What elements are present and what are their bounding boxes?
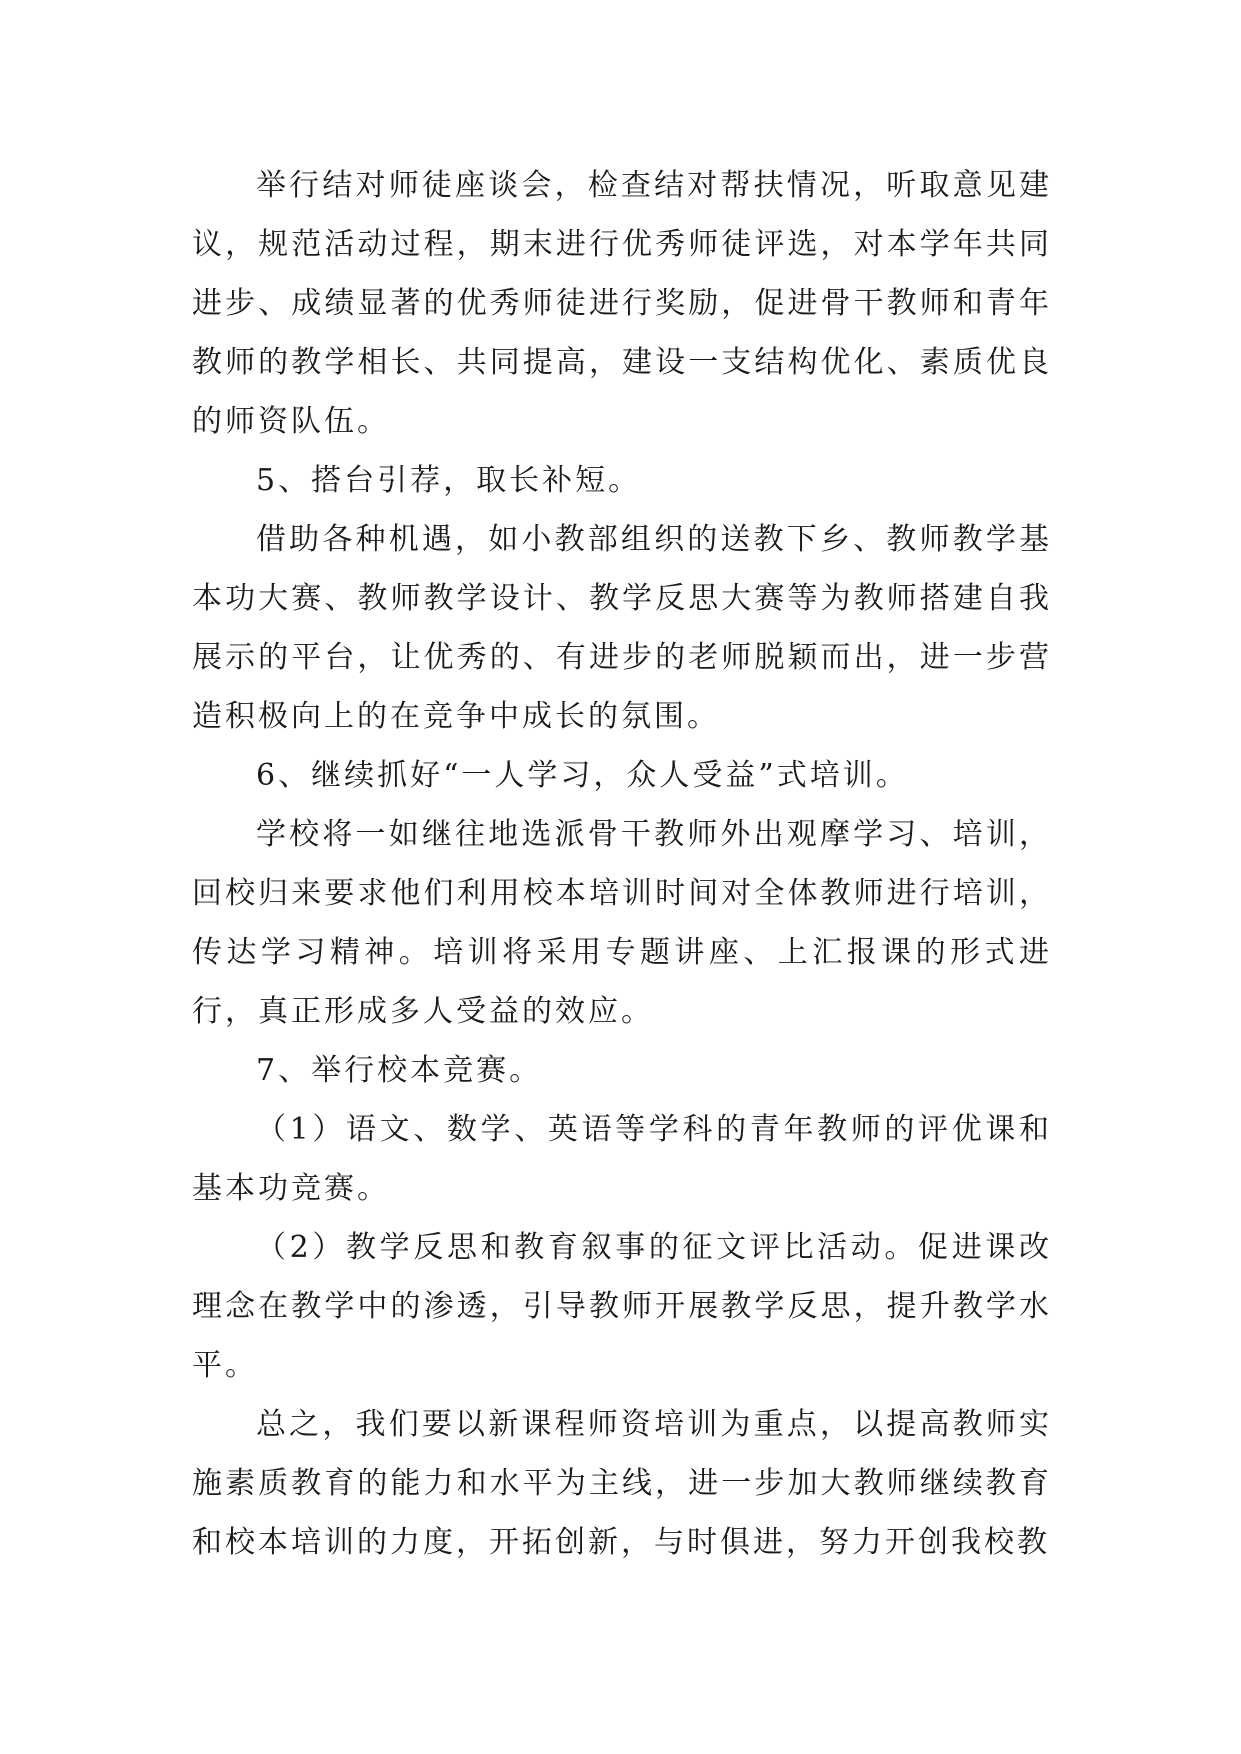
heading-item-7: 7、举行校本竞赛。 (256, 1053, 543, 1088)
paragraph-conclusion: 总之，我们要以新课程师资培训为重点，以提高教师实施素质教育的能力和水平为主线，进一步加大教师继续教育和校本培训的力度，开拓创新，与时俱进，努力开创我校教 (192, 1407, 1052, 1560)
paragraph-platform: 借助各种机遇，如小教部组织的送教下乡、教师教学基本功大赛、教师教学设计、教学反思大赛等为教师搭建自我展示的平台，让优秀的、有进步的老师脱颖而出，进一步营造积极向上的在竞争中成长的氛围。 (192, 522, 1052, 734)
heading-item-6: 6、继续抓好“一人学习，众人受益”式培训。 (256, 758, 909, 793)
subitem-1: （1）语文、数学、英语等学科的青年教师的评优课和基本功竞赛。 (192, 1112, 1052, 1206)
subitem-2: （2）教学反思和教育叙事的征文评比活动。促进课改理念在教学中的渗透，引导教师开展教学反思，提升教学水平。 (192, 1230, 1052, 1383)
paragraph-training: 学校将一如继往地选派骨干教师外出观摩学习、培训，回校归来要求他们利用校本培训时间对全体教师进行培训，传达学习精神。培训将采用专题讲座、上汇报课的形式进行，真正形成多人受益的效应。 (192, 817, 1052, 1029)
heading-item-5: 5、搭台引荐，取长补短。 (256, 463, 642, 498)
document-body (192, 156, 1052, 1572)
paragraph-mentor-meeting: 举行结对师徒座谈会，检查结对帮扶情况，听取意见建议，规范活动过程，期末进行优秀师徒评选，对本学年共同进步、成绩显著的优秀师徒进行奖励，促进骨干教师和青年教师的教学相长、共同提高，建设一支结构优化、素质优良的师资队伍。 (192, 168, 1052, 439)
